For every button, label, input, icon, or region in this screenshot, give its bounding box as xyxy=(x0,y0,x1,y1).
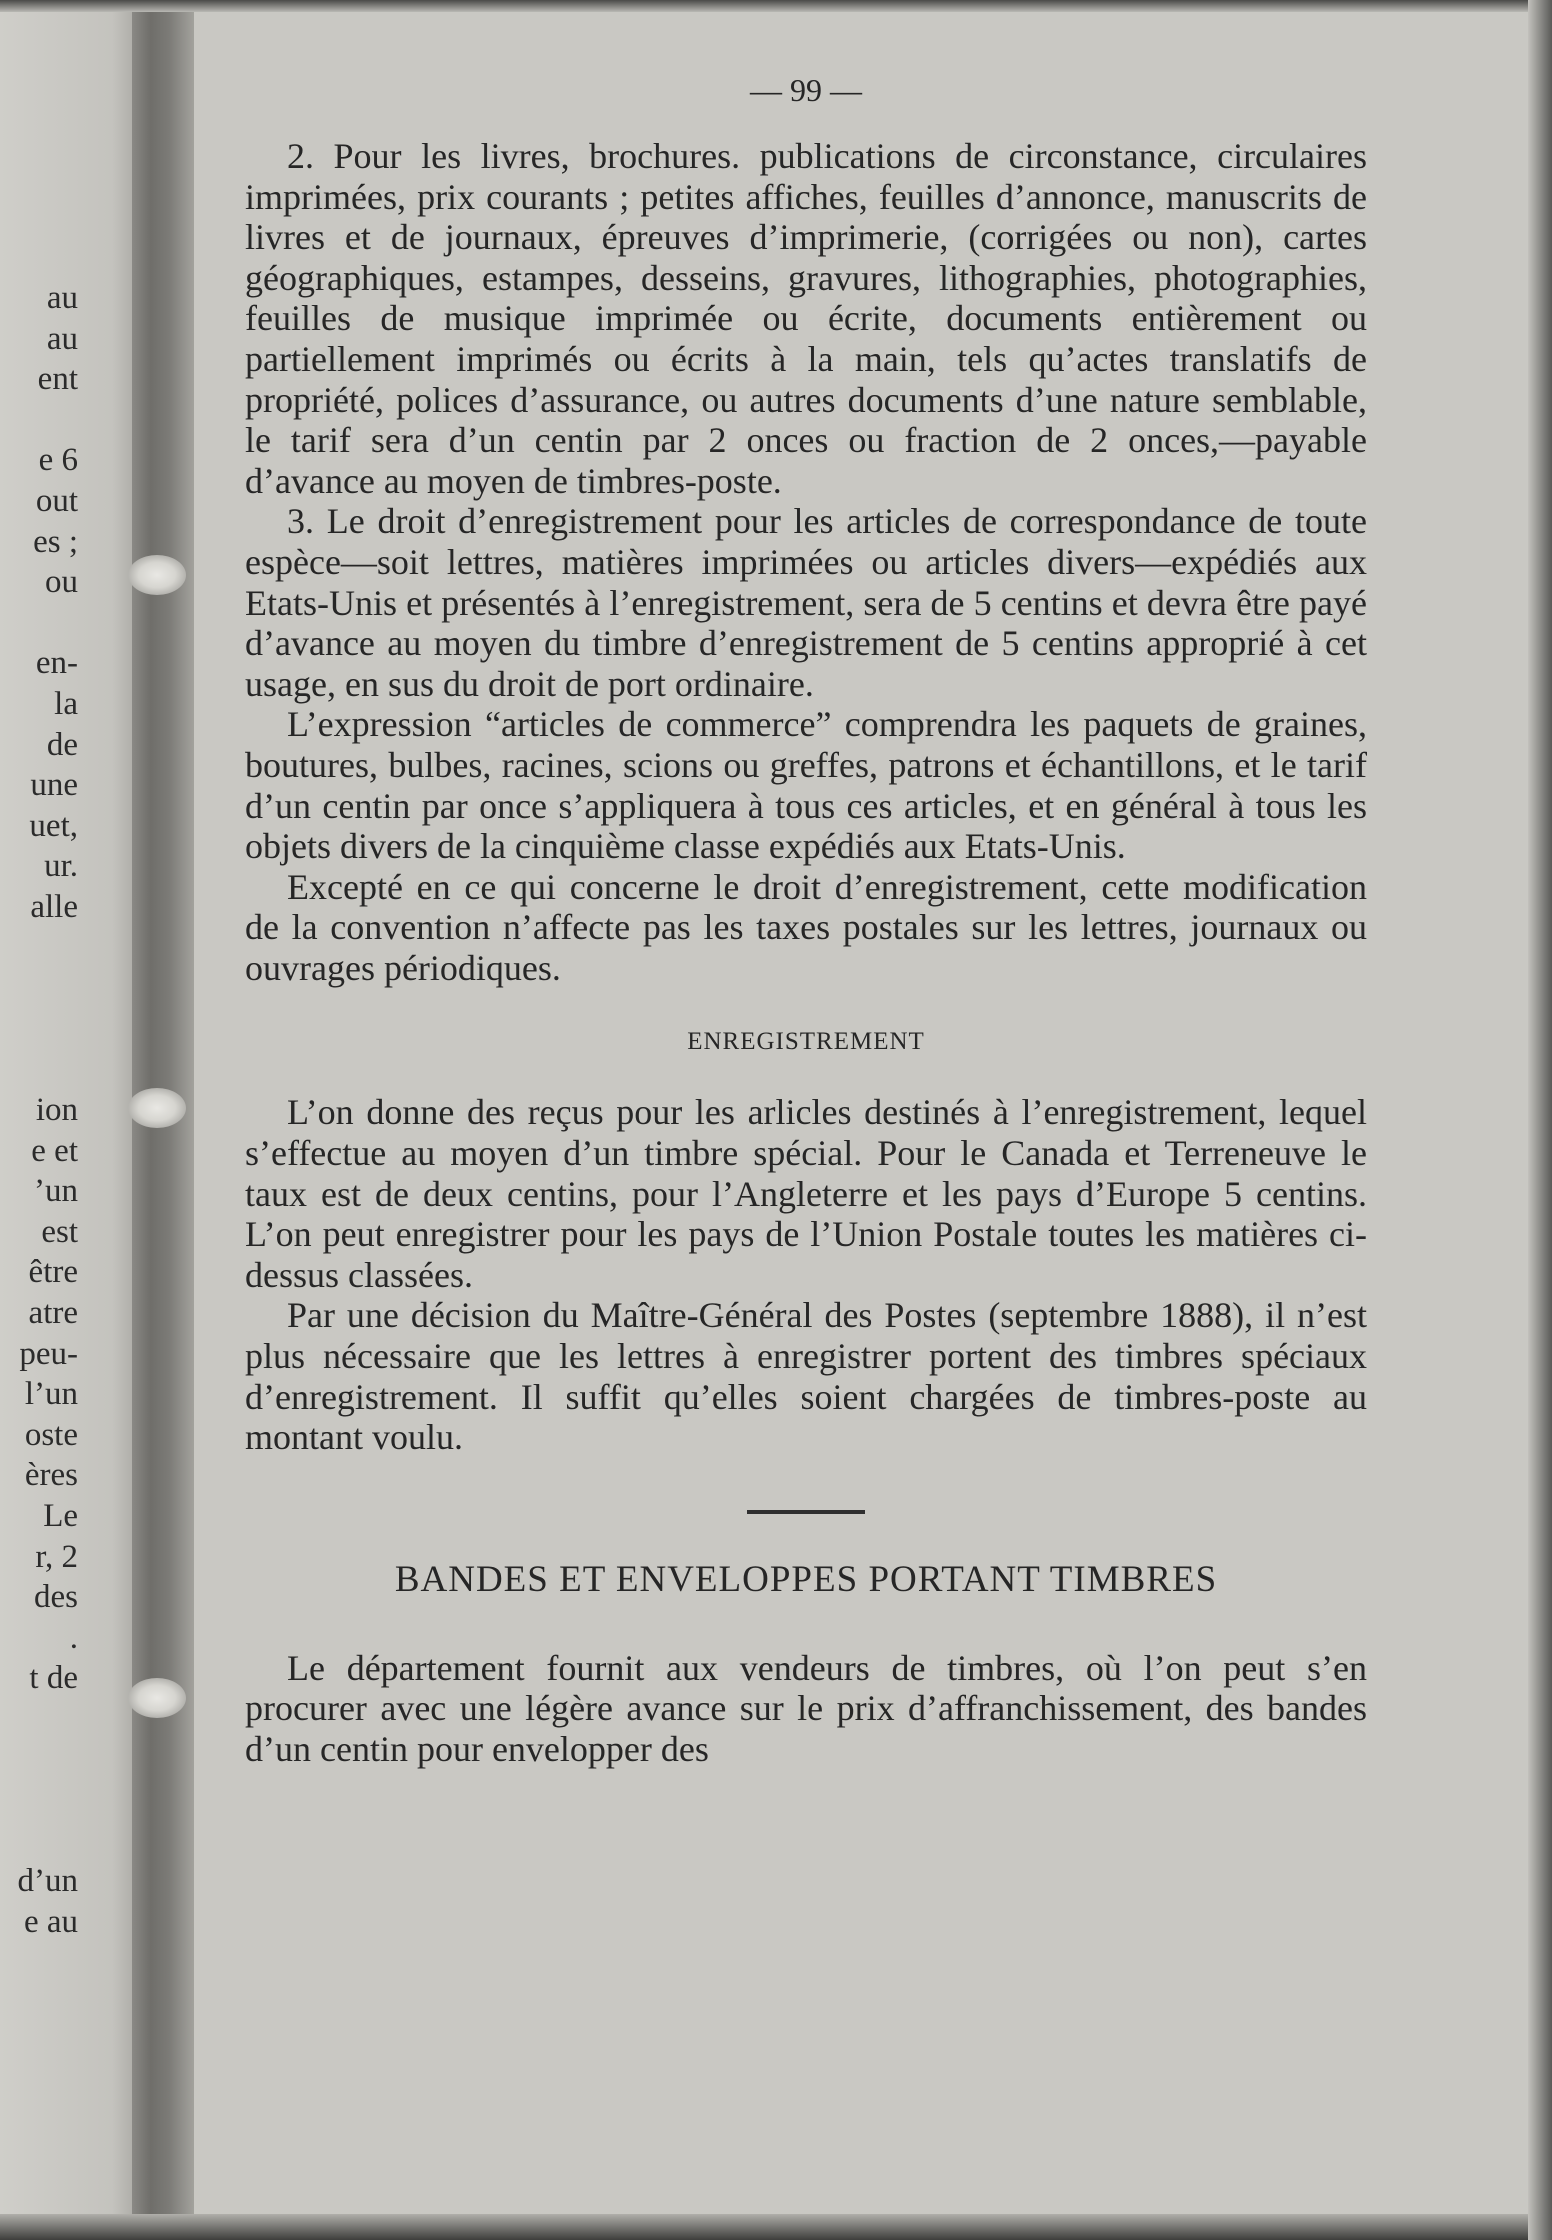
paragraph: 2. Pour les livres, brochures. publications de circonstance, circulaires imprimées, prix courants ; petites affiches, feuilles d’annonce, manuscrits de livres et de journaux, épreuves d’imprimerie, (corrigées ou non), cartes géographiques, estampes, desseins, gravures, lithographies, photographies, feuilles de musique imprimée ou écrite, documents entièrement ou partiellement imprimés ou écrits à la main, tels qu’actes translatifs de propriété, polices d’assurance, ou autres documents d’une nature semblable, le tarif sera d’un centin par 2 onces ou fraction de 2 onces,—payable d’avance au moyen de timbres-poste. xyxy=(245,136,1367,501)
previous-page-text-fragment: être xyxy=(28,1254,78,1291)
paragraph: Le département fournit aux vendeurs de timbres, où l’on peut s’en procurer avec une légère avance sur le prix d’affranchissement, des bandes d’un centin pour envelopper des xyxy=(245,1647,1367,1769)
previous-page-edge xyxy=(0,0,140,2240)
previous-page-text-fragment: au xyxy=(46,280,78,316)
previous-page-text-fragment: l’un xyxy=(24,1376,78,1413)
previous-page-text-fragment: au xyxy=(46,320,78,357)
main-text-block xyxy=(245,60,1367,1770)
scan-top-edge xyxy=(0,0,1552,12)
paragraph: 3. Le droit d’enregistrement pour les articles de correspondance de toute espèce—soit lettres, matières imprimées ou articles divers—expédiés aux Etats-Unis et présentés à l’enregistrement, sera de 5 centins et devra être payé d’avance au moyen du timbre d’enregistrement de 5 centins approprié à cet usage, en sus du droit de port ordinaire. xyxy=(245,501,1367,704)
previous-page-text-fragment: uet, xyxy=(29,807,78,844)
binding-hole xyxy=(128,555,186,595)
paragraph: Excepté en ce qui concerne le droit d’enregistrement, cette modification de la convention n’affecte pas les taxes postales sur les lettres, journaux ou ouvrages périodiques. xyxy=(245,866,1367,988)
previous-page-text-fragment: e et xyxy=(31,1132,78,1169)
previous-page-text-fragment: ’un xyxy=(34,1173,78,1210)
previous-page-text-fragment: d’un xyxy=(17,1863,78,1900)
paragraph: L’on donne des reçus pour les arlicles destinés à l’enregistrement, lequel s’effectue au moyen d’un timbre spécial. Pour le Canada et Terreneuve le taux est de deux centins, pour l’Angleterre et les pays d’Europe 5 centins. L’on peut enregistrer pour les pays de l’Union Postale toutes les matières ci-dessus classées. xyxy=(245,1092,1367,1295)
previous-page-text-fragment: t de xyxy=(29,1660,78,1697)
section-heading-bandes: BANDES ET ENVELOPPES PORTANT TIMBRES xyxy=(394,1558,1218,1600)
previous-page-text-fragment: ent xyxy=(37,361,78,398)
previous-page-text-fragment: oste xyxy=(24,1416,78,1453)
section-divider-rule xyxy=(747,1510,865,1514)
previous-page-text-fragment: de xyxy=(46,726,78,763)
scan-bottom-edge xyxy=(0,2214,1552,2240)
previous-page-text-fragment: des xyxy=(34,1579,78,1616)
binding-hole xyxy=(128,1678,186,1718)
previous-page-text-fragment: ur. xyxy=(44,848,78,885)
previous-page-text-fragment: e au xyxy=(23,1904,78,1940)
previous-page-text-fragment: en- xyxy=(35,645,78,682)
scan-right-edge xyxy=(1528,0,1552,2240)
previous-page-text-fragment: ion xyxy=(35,1092,78,1128)
previous-page-text-fragment: es ; xyxy=(33,523,78,560)
previous-page-text-fragment: . xyxy=(69,1619,78,1656)
previous-page-text-fragment: peu- xyxy=(19,1335,78,1372)
previous-page-text-fragment: Le xyxy=(43,1498,78,1534)
page-number: — 99 — xyxy=(750,72,862,108)
previous-page-text-fragment: atre xyxy=(28,1295,78,1331)
previous-page-text-fragment: la xyxy=(54,686,78,722)
binding-hole xyxy=(128,1088,186,1128)
previous-page-text-fragment: e 6 xyxy=(38,442,78,479)
previous-page-text-fragment: une xyxy=(30,767,78,804)
previous-page-text-fragment: ères xyxy=(24,1457,78,1494)
previous-page-text-fragment: r, 2 xyxy=(35,1538,78,1575)
paragraph: Par une décision du Maître-Général des Postes (septembre 1888), il n’est plus nécessaire que les lettres à enregistrer portent des timbres spéciaux d’enregistrement. Il suffit qu’elles soient chargées de timbres-poste au montant voulu. xyxy=(245,1295,1367,1458)
section-heading-enregistrement: ENREGISTREMENT xyxy=(687,1028,925,1056)
previous-page-text-fragment: alle xyxy=(30,889,78,925)
previous-page-text-fragment: est xyxy=(41,1213,78,1250)
previous-page-text-fragment: out xyxy=(35,483,78,519)
paragraph: L’expression “articles de commerce” comprendra les paquets de graines, boutures, bulbes, racines, scions ou greffes, patrons et échantillons, et le tarif d’un centin par once s’appliquera à tous ces articles, et en général à tous les objets divers de la cinquième classe expédiés aux Etats-Unis. xyxy=(245,704,1367,867)
previous-page-text-fragment: ou xyxy=(45,564,78,601)
